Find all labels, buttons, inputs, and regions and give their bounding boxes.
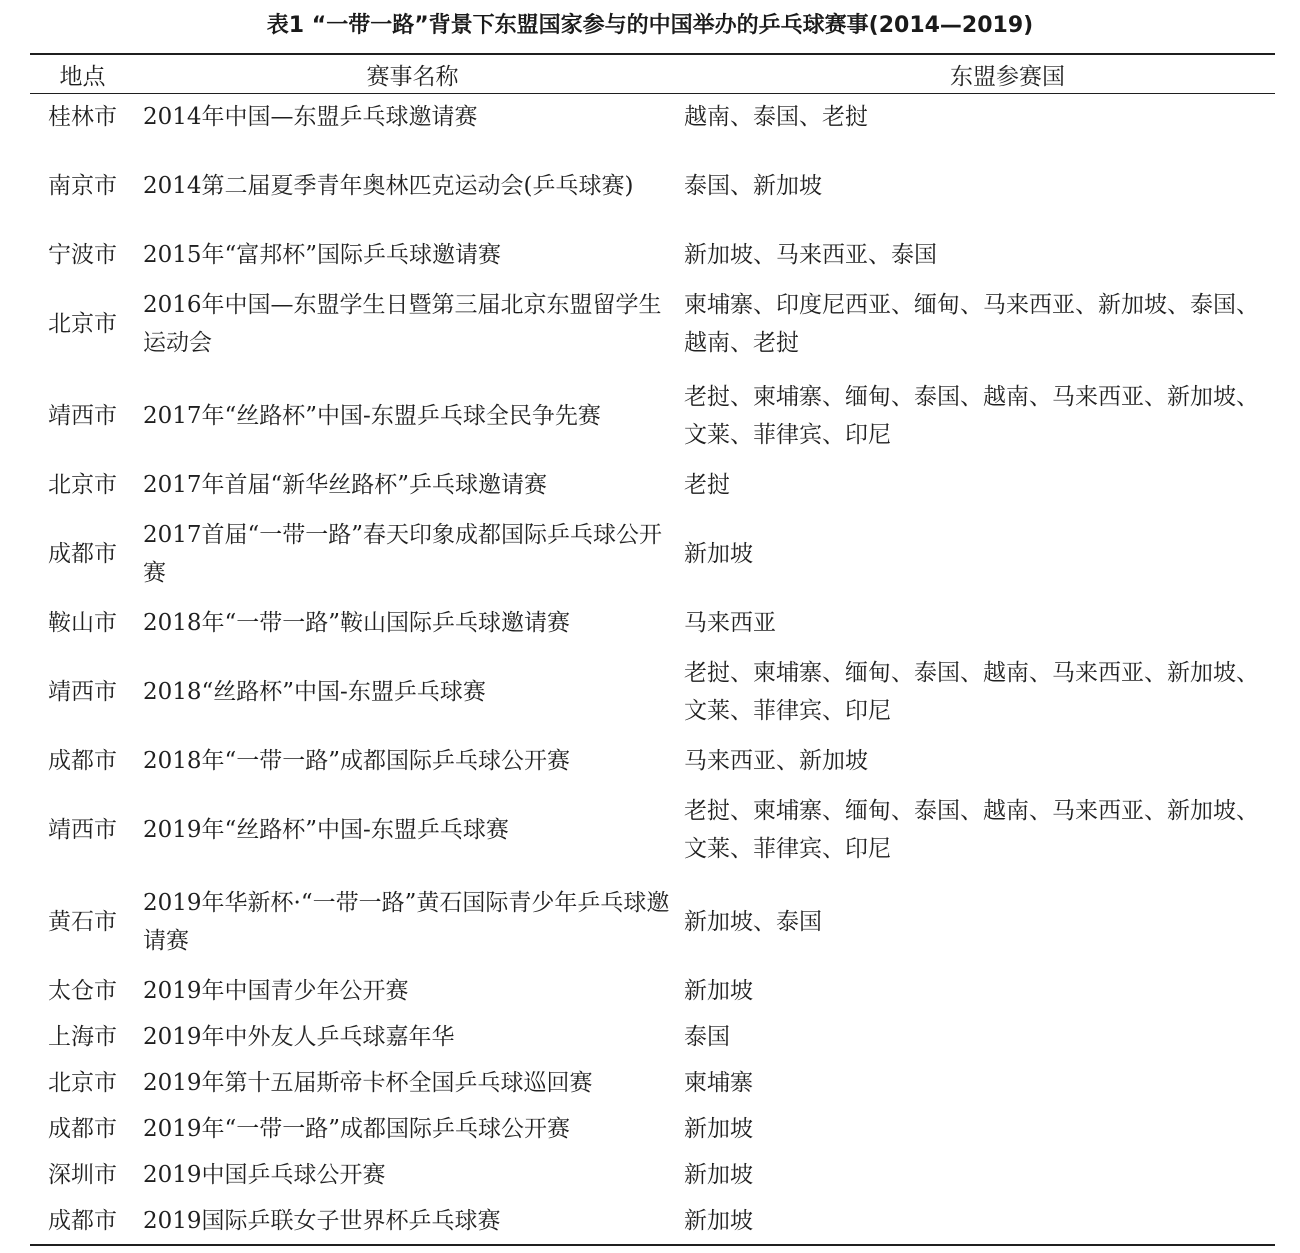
table-row <box>30 738 1275 784</box>
asean-countries-cell: 马来西亚 <box>684 610 776 636</box>
asean-countries-cell: 马来西亚、新加坡 <box>684 748 868 774</box>
location-cell: 鞍山市 <box>48 610 117 636</box>
bottom-rule <box>30 1244 1275 1246</box>
asean-countries-cell: 泰国 <box>684 1024 730 1050</box>
location-cell: 上海市 <box>48 1024 117 1050</box>
event-name-cell: 2014年中国—东盟乒乓球邀请赛 <box>143 104 478 130</box>
header-asean-countries: 东盟参赛国 <box>950 63 1065 90</box>
location-cell: 靖西市 <box>48 817 117 843</box>
asean-countries-cell: 新加坡 <box>684 978 753 1004</box>
table-row <box>30 600 1275 646</box>
header-event-name: 赛事名称 <box>366 63 459 90</box>
location-cell: 南京市 <box>48 173 117 199</box>
location-cell: 桂林市 <box>48 104 117 130</box>
table-row <box>30 968 1275 1014</box>
event-name-cell: 2018年“一带一路”成都国际乒乓球公开赛 <box>143 748 571 774</box>
location-cell: 成都市 <box>48 748 117 774</box>
event-name-cell: 2019国际乒联女子世界杯乒乓球赛 <box>143 1208 501 1234</box>
location-cell: 成都市 <box>48 1116 117 1142</box>
asean-countries-cell: 柬埔寨 <box>684 1070 753 1096</box>
location-cell: 成都市 <box>48 1208 117 1234</box>
event-name-cell: 2017年“丝路杯”中国-东盟乒乓球全民争先赛 <box>143 403 601 429</box>
table-row <box>30 876 1275 968</box>
location-cell: 靖西市 <box>48 403 117 429</box>
table-row <box>30 1152 1275 1198</box>
table-row <box>30 1106 1275 1152</box>
location-cell: 北京市 <box>48 1070 117 1096</box>
asean-countries-cell: 老挝 <box>684 472 730 498</box>
event-name-cell: 2014第二届夏季青年奥林匹克运动会(乒乓球赛) <box>143 173 634 199</box>
asean-countries-cell: 老挝、柬埔寨、缅甸、泰国、越南、马来西亚、新加坡、文莱、菲律宾、印尼 <box>684 384 1259 448</box>
location-cell: 宁波市 <box>48 242 117 268</box>
event-name-cell: 2017首届“一带一路”春天印象成都国际乒乓球公开赛 <box>143 522 663 586</box>
location-cell: 北京市 <box>48 311 117 337</box>
asean-countries-cell: 新加坡 <box>684 1162 753 1188</box>
table-title: 表1 “一带一路”背景下东盟国家参与的中国举办的乒乓球赛事(2014—2019) <box>266 13 1034 38</box>
table-row <box>30 784 1275 876</box>
asean-countries-cell: 老挝、柬埔寨、缅甸、泰国、越南、马来西亚、新加坡、文莱、菲律宾、印尼 <box>684 660 1259 724</box>
event-name-cell: 2015年“富邦杯”国际乒乓球邀请赛 <box>143 242 502 268</box>
table-row <box>30 94 1275 140</box>
table-row <box>30 646 1275 738</box>
table-row <box>30 462 1275 508</box>
event-name-cell: 2017年首届“新华丝路杯”乒乓球邀请赛 <box>143 472 548 498</box>
asean-countries-cell: 新加坡、马来西亚、泰国 <box>684 242 937 268</box>
event-name-cell: 2019年“一带一路”成都国际乒乓球公开赛 <box>143 1116 571 1142</box>
event-name-cell: 2016年中国—东盟学生日暨第三届北京东盟留学生运动会 <box>143 292 662 356</box>
asean-countries-cell: 新加坡、泰国 <box>684 909 822 935</box>
events-table-container <box>30 53 1275 1246</box>
table-row <box>30 370 1275 462</box>
header-row <box>30 55 1275 93</box>
location-cell: 深圳市 <box>48 1162 117 1188</box>
event-name-cell: 2019年中外友人乒乓球嘉年华 <box>143 1024 455 1050</box>
asean-countries-cell: 越南、泰国、老挝 <box>684 104 868 130</box>
asean-countries-cell: 柬埔寨、印度尼西亚、缅甸、马来西亚、新加坡、泰国、越南、老挝 <box>684 292 1259 356</box>
location-cell: 北京市 <box>48 472 117 498</box>
table-row <box>30 140 1275 232</box>
location-cell: 黄石市 <box>48 909 117 935</box>
table-row <box>30 1198 1275 1244</box>
asean-countries-cell: 新加坡 <box>684 1116 753 1142</box>
table-row <box>30 232 1275 278</box>
location-cell: 靖西市 <box>48 679 117 705</box>
header-location: 地点 <box>59 63 106 90</box>
location-cell: 太仓市 <box>48 978 117 1004</box>
asean-countries-cell: 老挝、柬埔寨、缅甸、泰国、越南、马来西亚、新加坡、文莱、菲律宾、印尼 <box>684 798 1259 862</box>
event-name-cell: 2019年“丝路杯”中国-东盟乒乓球赛 <box>143 817 509 843</box>
table-row <box>30 1060 1275 1106</box>
asean-countries-cell: 泰国、新加坡 <box>684 173 822 199</box>
table-row <box>30 508 1275 600</box>
table-row <box>30 1014 1275 1060</box>
asean-countries-cell: 新加坡 <box>684 541 753 567</box>
event-name-cell: 2018“丝路杯”中国-东盟乒乓球赛 <box>143 679 486 705</box>
table-row <box>30 278 1275 370</box>
event-name-cell: 2019年第十五届斯帝卡杯全国乒乓球巡回赛 <box>143 1070 593 1096</box>
event-name-cell: 2019中国乒乓球公开赛 <box>143 1162 386 1188</box>
event-name-cell: 2019年华新杯·“一带一路”黄石国际青少年乒乓球邀请赛 <box>143 890 670 954</box>
location-cell: 成都市 <box>48 541 117 567</box>
asean-countries-cell: 新加坡 <box>684 1208 753 1234</box>
event-name-cell: 2019年中国青少年公开赛 <box>143 978 409 1004</box>
event-name-cell: 2018年“一带一路”鞍山国际乒乓球邀请赛 <box>143 610 571 636</box>
events-table <box>30 55 1275 1244</box>
